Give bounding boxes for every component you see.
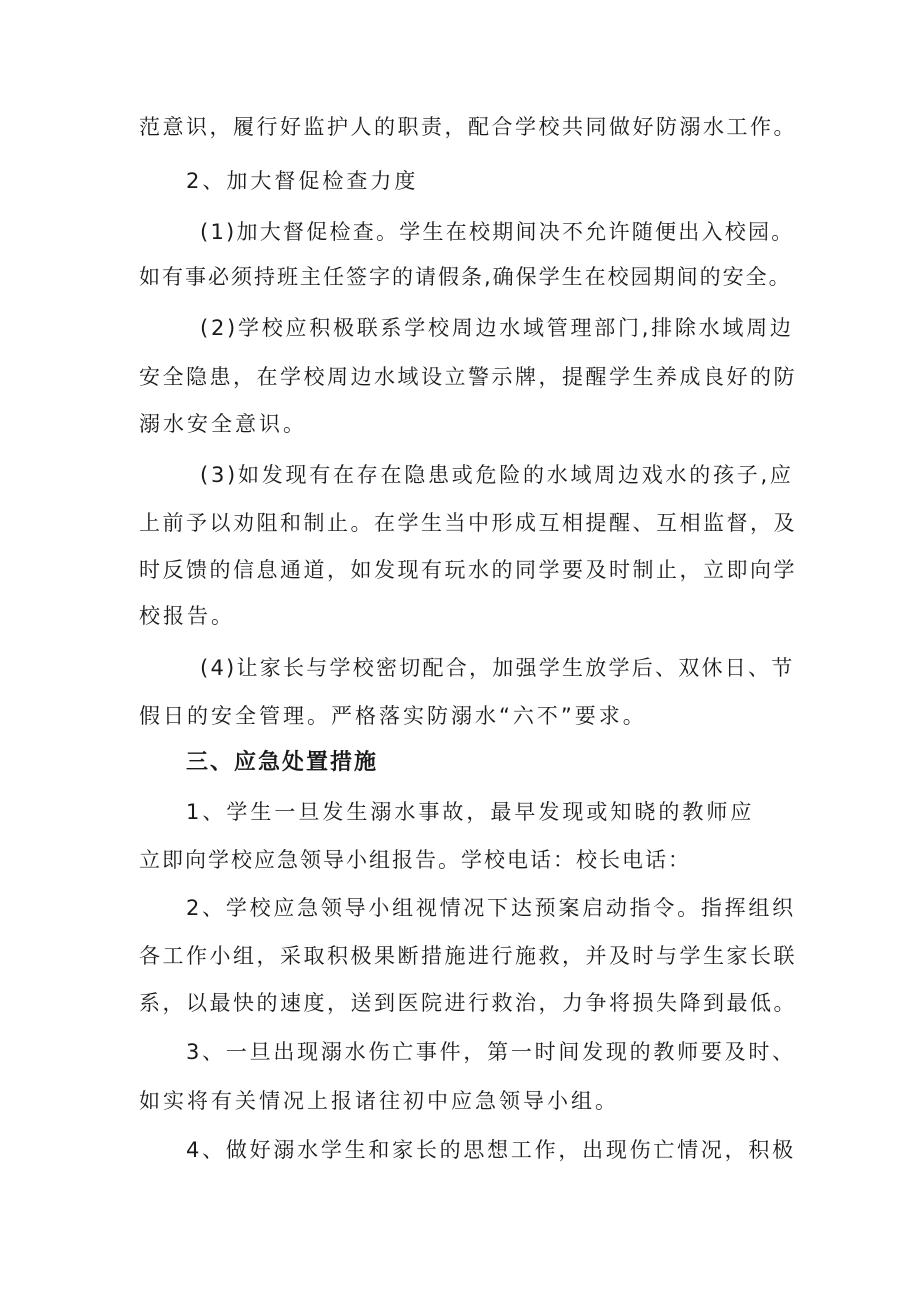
text-line: 系，以最快的速度，送到医院进行救治，力争将损失降到最低。 (139, 991, 797, 1015)
text-line-item-3: (3)如发现有在存在隐患或危险的水域周边戏水的孩子,应 (200, 463, 794, 487)
text-line-point-4: 4、做好溺水学生和家长的思想工作，出现伤亡情况，积极 (186, 1138, 796, 1162)
text-line: 如有事必须持班主任签字的请假条,确保学生在校园期间的安全。 (139, 265, 792, 289)
text-line: 校报告。 (139, 604, 235, 628)
text-line: 假日的安全管理。严格落实防溺水“六不”要求。 (139, 704, 647, 728)
text-line-item-2: (2)学校应积极联系学校周边水域管理部门,排除水域周边 (200, 316, 794, 340)
text-line-point-1: 1、学生一旦发生溺水事故，最早发现或知晓的教师应 (186, 800, 755, 824)
text-line-point-2: 2、学校应急领导小组视情况下达预案启动指令。指挥组织 (186, 896, 796, 920)
text-line-item-1: (1)加大督促检查。学生在校期间决不允许随便出入校园。 (200, 220, 795, 244)
text-line: 立即向学校应急领导小组报告。学校电话：校长电话： (139, 848, 691, 872)
text-line: 上前予以劝阻和制止。在学生当中形成互相提醒、互相监督，及 (139, 511, 797, 535)
text-line: 各工作小组，采取积极果断措施进行施救，并及时与学生家长联 (139, 944, 797, 968)
text-line: 时反馈的信息通道，如发现有玩水的同学要及时制止，立即向学 (139, 558, 797, 582)
subsection-heading-2: 2、加大督促检查力度 (186, 169, 419, 193)
text-line: 溺水安全意识。 (139, 412, 307, 436)
section-heading-3: 三、应急处置措施 (186, 750, 379, 775)
text-line-point-3: 3、一旦出现溺水伤亡事件，第一时间发现的教师要及时、 (186, 1040, 796, 1064)
text-line: 安全隐患，在学校周边水域设立警示牌，提醒学生养成良好的防 (139, 365, 797, 389)
text-line-item-4: (4)让家长与学校密切配合，加强学生放学后、双休日、节 (200, 656, 795, 680)
text-line: 如实将有关情况上报诸往初中应急领导小组。 (139, 1089, 619, 1113)
text-line-continuation: 范意识，履行好监护人的职责，配合学校共同做好防溺水工作。 (139, 115, 797, 139)
